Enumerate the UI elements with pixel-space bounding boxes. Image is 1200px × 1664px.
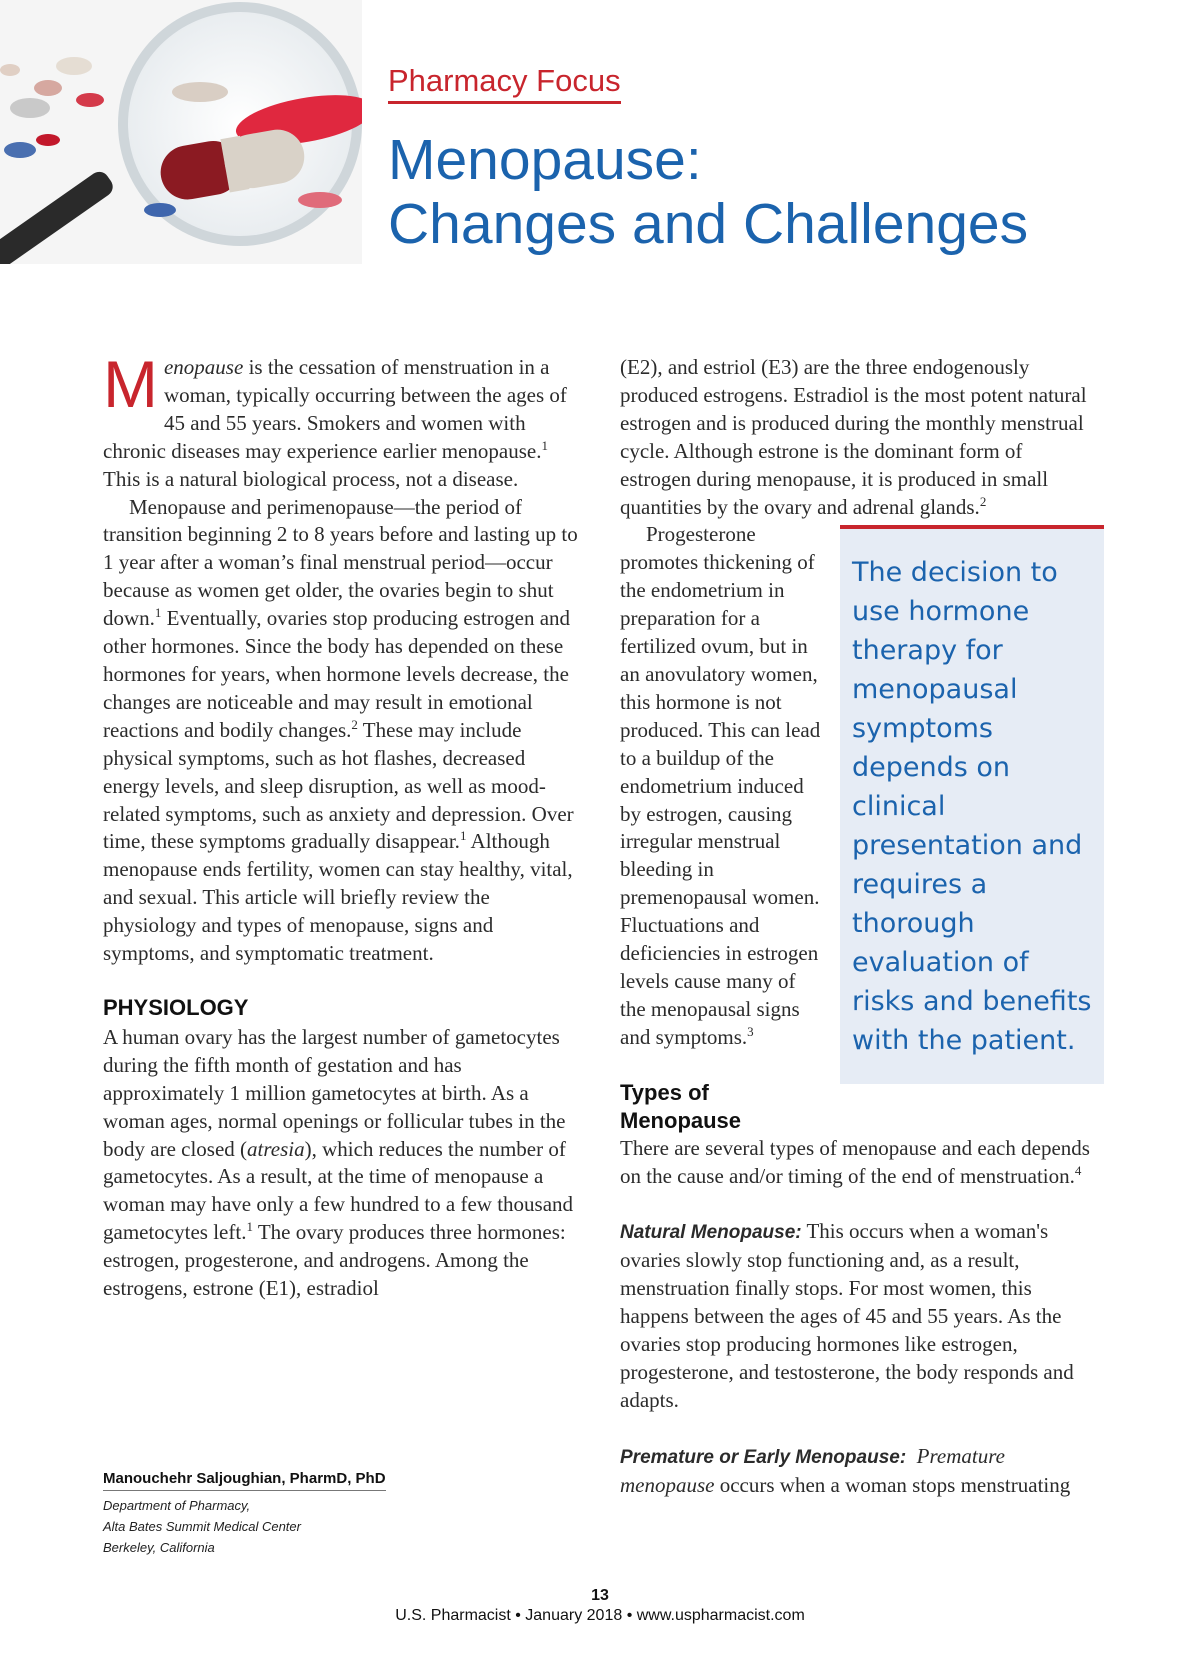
ref-superscript: 1 — [459, 828, 467, 844]
premature-menopause-paragraph — [620, 1443, 1098, 1500]
types-paragraph — [620, 1135, 1098, 1191]
intro-term: enopause — [163, 355, 244, 379]
intro-text: is the cessation of menstruation in a woman, typically occurring between the ages of 45 and 55 years. Smokers and women with chronic diseases may experience earlier menopause. — [103, 355, 567, 463]
spacer — [620, 1190, 1098, 1218]
body-text: The ovary produces three hormones: estrogen, progesterone, and androgens. Among the estrogens, estrone (E1), estradiol — [103, 1220, 566, 1301]
body-paragraph — [103, 494, 585, 968]
body-text: ), which reduces the number of gametocytes. As a result, at the time of menopause a woman may have only a few hundred to a few thousand gametocytes left. — [103, 1136, 574, 1245]
body-text: A human ovary has the largest number of gametocytes during the fifth month of gestation and has approximately 1 million gametocytes at birth. As a woman ages, normal openings or follicular tubes in the body are closed ( — [103, 1024, 566, 1161]
left-column — [103, 347, 585, 1303]
hero-image — [0, 0, 362, 264]
physiology-heading: PHYSIOLOGY — [103, 994, 249, 1020]
ref-superscript: 4 — [1074, 1162, 1082, 1178]
natural-menopause-paragraph — [620, 1218, 1098, 1414]
body-text: This occurs when a woman's ovaries slowly stop functioning and, as a result, menstruation finally stops. For most women, this happens between the ages of 45 and 55 years. As the ovaries stop producing hormones like estrogen, progesterone, and testosterone, the body responds and adapts. — [620, 1219, 1074, 1412]
page-title — [388, 128, 1028, 256]
intro-text: This is a natural biological process, not a disease. — [103, 466, 519, 491]
ref-superscript: 1 — [154, 605, 162, 621]
italic-term: Premature menopause — [620, 1443, 1005, 1497]
ref-superscript: 1 — [541, 437, 548, 453]
spacer — [620, 1415, 1098, 1443]
title-line-1: Menopause: — [388, 128, 702, 192]
body-text: There are several types of menopause and each depends on the cause and/or timing of the end of menstruation. — [620, 1135, 1090, 1188]
drop-cap: M — [103, 347, 158, 421]
magnifying-glass-over-pills-icon — [0, 0, 362, 264]
ref-superscript: 3 — [747, 1023, 754, 1039]
ref-superscript: 2 — [979, 493, 987, 509]
right-column — [620, 354, 1098, 1500]
author-affiliation: Department of Pharmacy, — [103, 1498, 251, 1513]
body-text: Menopause and perimenopause—the period of transition beginning 2 to 8 years before and lasting up to 1 year after a woman’s final menstrual period—occur because as women get older, the ovaries begin to shut down. — [103, 494, 578, 631]
body-text: occurs when a woman stops menstruating — [714, 1472, 1071, 1497]
title-line-2: Changes and Challenges — [388, 192, 1029, 256]
pull-quote: The decision to use hormone therapy for menopausal symptoms depends on clinical presentation and requires a thorough evaluation of risks and benefits with the patient. — [840, 525, 1104, 1084]
body-text: Although menopause ends fertility, women can stay healthy, vital, and sexual. This article will briefly review the physiology and types of menopause, signs and symptoms, and symptomatic treatment. — [103, 829, 573, 966]
publication-line: U.S. Pharmacist • January 2018 • www.uspharmacist.com — [395, 1607, 805, 1624]
author-affiliation: Alta Bates Summit Medical Center — [103, 1519, 301, 1534]
body-text: Eventually, ovaries stop producing estrogen and other hormones. Since the body has depended on these hormones for years, when hormone levels decrease, the changes are noticeable and may result in emotional reactions and bodily changes. — [103, 606, 571, 742]
premature-menopause-label: Premature or Early Menopause: — [620, 1446, 907, 1468]
italic-term: atresia — [247, 1136, 305, 1161]
section-label: Pharmacy Focus — [388, 64, 621, 104]
intro-paragraph — [103, 347, 585, 494]
physiology-paragraph — [103, 1024, 585, 1303]
body-text: These may include physical symptoms, such as hot flashes, decreased energy levels, and sleep disruption, as well as mood-related symptoms, such as anxiety and depression. Over time, these symptoms gradually disappear. — [103, 717, 574, 854]
continued-paragraph — [620, 354, 1098, 521]
page-footer — [0, 1586, 1200, 1626]
body-text: (E2), and estriol (E3) are the three endogenously produced estrogens. Estradiol is the most potent natural estrogen and is produced during the monthly menstrual cycle. Although estrone is the dominant form of estrogen during menopause, it is produced in small quantities by the ovary and adrenal glands. — [620, 355, 1087, 519]
ref-superscript: 2 — [351, 716, 358, 732]
ref-superscript: 1 — [246, 1219, 253, 1235]
types-heading: Types of Menopause — [620, 1079, 742, 1133]
author-block — [103, 1470, 386, 1558]
author-location: Berkeley, California — [103, 1540, 215, 1555]
body-text: Progesterone promotes thickening of the endometrium in preparation for a fertilized ovum, but in an anovulatory women, this hormone is not produced. This can lead to a buildup of the endometrium induced by estrogen, causing irregular menstrual bleeding in premenopausal women. Fluctuations and deficiencies in estrogen levels cause many of the menopausal signs and symptoms. — [620, 522, 821, 1049]
page-number: 13 — [591, 1587, 609, 1604]
author-name: Manouchehr Saljoughian, PharmD, PhD — [103, 1470, 386, 1491]
natural-menopause-label: Natural Menopause: — [620, 1222, 802, 1244]
